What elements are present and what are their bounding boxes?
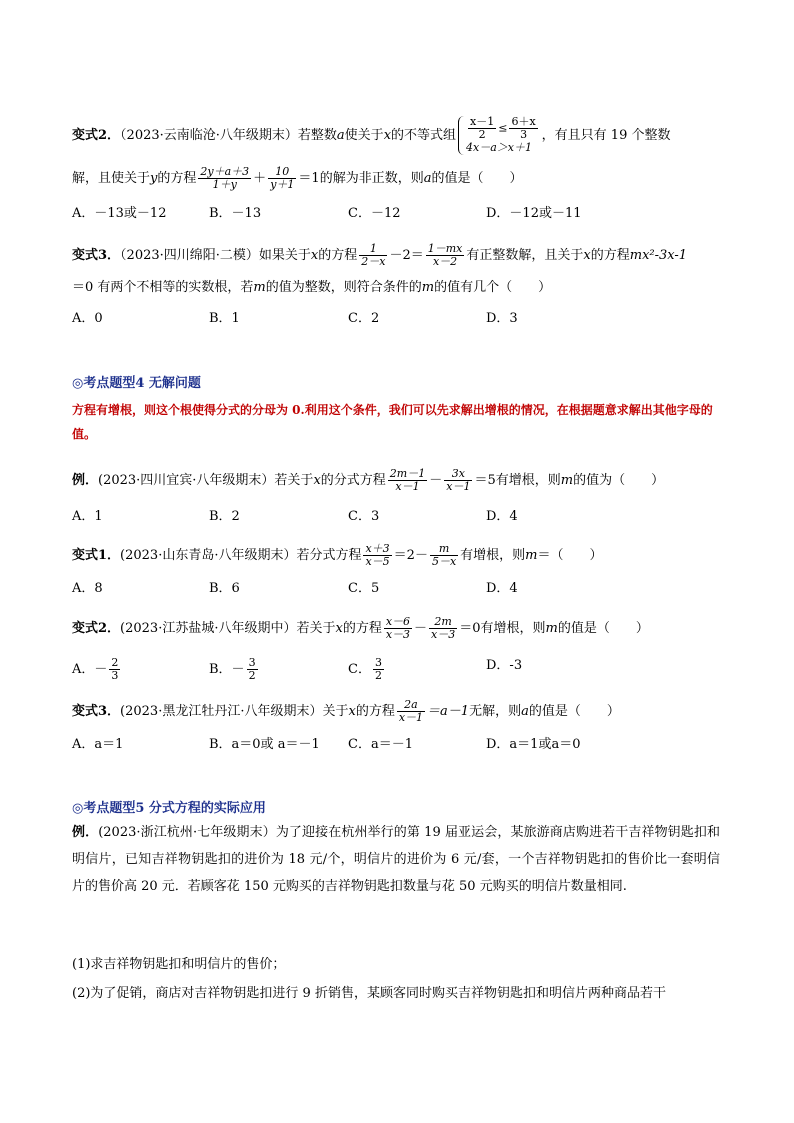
ex5-q2: (2)为了促销，商店对吉祥物钥匙扣进行 9 折销售，某顾客同时购买吉祥物钥匙扣和明信片两种商品若干 — [72, 986, 666, 1001]
v4-2-option-b-num: 3 — [248, 656, 256, 669]
v4-2-option-b-prefix: B．－ — [209, 662, 245, 677]
v4-1-option-a[interactable]: A．8 — [72, 581, 103, 596]
v3-f2-num: 1－mx — [427, 242, 463, 255]
v4-1-f2-num: m — [430, 543, 458, 556]
v4-3-var-a: a — [521, 704, 529, 719]
v4-1-text1: (2023·山东青岛·八年级期末）若分式方程 — [120, 548, 362, 563]
v3-option-d[interactable]: D．3 — [486, 311, 518, 326]
v4-1-f1-num: x＋3 — [365, 542, 390, 555]
v2-ineq1-lhs-den: 2 — [478, 128, 486, 141]
v4-3-text2: 的方程 — [355, 704, 395, 719]
v4-3-option-b[interactable]: B．a＝0或 a＝－1 — [209, 737, 320, 752]
v4-1-question — [72, 543, 603, 568]
v4-1-text2: 有增根，则 — [460, 548, 526, 563]
v4-2-f2-num: 2m — [429, 616, 457, 629]
v4-3-text3: 无解，则 — [469, 704, 522, 719]
v4-1-mid: ＝2－ — [393, 548, 428, 563]
v2-ineq1-op: ≤ — [498, 121, 508, 135]
v2-eq-f1-den: 1＋y — [212, 178, 237, 191]
ex4-option-c[interactable]: C．3 — [348, 509, 380, 524]
v4-1-label: 变式1． — [72, 548, 121, 563]
v2-question-line2 — [72, 166, 522, 191]
section4-hint: 方程有增根，则这个根使得分式的分母为 0.利用这个条件，我们可以先求解出增根的情况，在根据题意求解出其他字母的值。 — [72, 403, 713, 441]
v4-2-f1-den: x－3 — [385, 628, 411, 641]
v4-1-f2-den: 5－x — [431, 555, 457, 568]
v3-var-m2: m — [421, 280, 435, 295]
v4-3-f-num: 2a — [397, 699, 425, 712]
v3-option-c[interactable]: C．2 — [348, 311, 380, 326]
v2-ineq2: 4x－a＞x＋1 — [466, 141, 533, 154]
v3-question-line2 — [72, 279, 551, 297]
v3-text4: 的方程 — [590, 248, 630, 263]
ex4-rhs: ＝5 — [474, 473, 496, 488]
v2-ineq1-rhs-num: 6＋x — [511, 115, 536, 128]
v2-option-b[interactable]: B．－13 — [209, 206, 262, 221]
v4-2-var-m: m — [545, 621, 558, 636]
ex4-f1-den: x－1 — [395, 480, 420, 493]
v4-3-rhs: ＝a－1 — [427, 704, 470, 719]
v2-eq-f1-num: 2y＋a＋3 — [200, 165, 250, 178]
v4-2-question — [72, 616, 649, 641]
ex4-text1: (2023·四川宜宾·八年级期末）若关于 — [98, 473, 314, 488]
ex4-option-b[interactable]: B．2 — [209, 509, 240, 524]
v4-2-minus: － — [414, 621, 428, 636]
v3-mid: －2＝ — [389, 248, 424, 263]
v2-eq-f2-den: y＋1 — [270, 178, 295, 191]
v3-var-m: m — [253, 280, 266, 295]
section5-heading: ◎考点题型5 分式方程的实际应用 — [72, 801, 266, 816]
v2-eq-rhs: ＝1 — [298, 171, 320, 186]
v2-eq-plus: ＋ — [253, 171, 267, 186]
v4-1-option-c[interactable]: C．5 — [348, 581, 380, 596]
v4-1-f1-den: x－5 — [365, 555, 390, 568]
ex4-f2-den: x－1 — [446, 480, 471, 493]
v4-2-option-c[interactable] — [348, 657, 386, 682]
v2-ineq1-lhs-num: x－1 — [470, 115, 495, 128]
ex4-var-x: x — [313, 473, 321, 488]
v4-2-option-a-den: 3 — [111, 669, 119, 682]
v4-2-option-b-den: 2 — [248, 669, 256, 682]
v4-2-option-c-num: 3 — [374, 656, 382, 669]
v4-2-rhs: ＝0 — [459, 621, 481, 636]
v3-eq2: mx²-3x-1 — [629, 248, 688, 263]
ex5-q1: (1)求吉祥物钥匙扣和明信片的售价； — [72, 957, 286, 972]
v4-3-option-d[interactable]: D．a＝1或a＝0 — [486, 737, 581, 752]
v4-2-var-x: x — [335, 621, 343, 636]
v2-var-a: a — [336, 128, 345, 143]
v4-2-label: 变式2． — [72, 621, 121, 636]
v2-label: 变式2． — [72, 128, 121, 143]
v2-question-line1 — [72, 116, 670, 155]
ex4-option-d[interactable]: D．4 — [486, 509, 518, 524]
v2-line2a: 解，且使关于 — [72, 171, 151, 186]
ex5-label: 例． — [72, 825, 99, 840]
v4-3-text4: 的值是（ ） — [528, 704, 620, 719]
ex4-text2: 的分式方程 — [320, 473, 386, 488]
v2-text2: 使关于 — [344, 128, 384, 143]
v3-question-line1 — [72, 243, 687, 268]
v2-inequality-system — [458, 116, 540, 155]
v2-line2d: 的值是（ ） — [431, 171, 523, 186]
v4-2-text4: 的值是（ ） — [557, 621, 649, 636]
v2-eq-f2-num: 10 — [268, 166, 296, 179]
v2-option-d[interactable]: D．－12或－11 — [486, 206, 582, 221]
ex4-text3: 有增根，则 — [495, 473, 561, 488]
v4-2-text3: 有增根，则 — [480, 621, 546, 636]
v3-var-x: x — [310, 248, 319, 263]
v4-1-option-d[interactable]: D．4 — [486, 581, 518, 596]
v4-3-option-a[interactable]: A．a＝1 — [72, 737, 124, 752]
ex4-option-a[interactable]: A．1 — [72, 509, 103, 524]
v3-label: 变式3． — [72, 248, 121, 263]
v3-f1-den: 2－x — [361, 255, 386, 268]
v4-2-option-c-den: 2 — [374, 669, 382, 682]
v4-2-text1: (2023·江苏盐城·八年级期中）若关于 — [120, 621, 336, 636]
v3-f2-den: x－2 — [432, 255, 458, 268]
v4-2-option-c-prefix: C． — [348, 662, 371, 677]
v4-1-option-b[interactable]: B．6 — [209, 581, 240, 596]
v3-option-b[interactable]: B．1 — [209, 311, 240, 326]
v2-option-c[interactable]: C．－12 — [348, 206, 401, 221]
v4-3-question — [72, 699, 620, 724]
ex4-f2-num: 3x — [444, 468, 472, 481]
v4-1-text3: ＝（ ） — [537, 548, 603, 563]
v4-2-f2-den: x－3 — [431, 628, 456, 641]
v4-2-option-a-prefix: A．－ — [72, 662, 108, 677]
v4-2-option-a-num: 2 — [111, 656, 119, 669]
v4-2-option-d[interactable]: D．-3 — [486, 658, 523, 673]
v4-3-option-c[interactable]: C．a＝－1 — [348, 737, 413, 752]
v3-line2: ＝0 有两个不相等的实数根，若 — [72, 280, 254, 295]
v2-var-x: x — [383, 128, 392, 143]
v4-2-option-b[interactable] — [209, 657, 260, 682]
ex4-f1-num: 2m－1 — [389, 467, 426, 480]
v4-2-f1-num: x－6 — [385, 615, 411, 628]
v3-text1: （2023·四川绵阳·二模）如果关于 — [120, 248, 311, 263]
v3-line2b: 的值为整数，则符合条件的 — [265, 280, 422, 295]
section4-heading: ◎考点题型4 无解问题 — [72, 376, 201, 391]
v2-line2c: 的解为非正数，则 — [319, 171, 424, 186]
v2-text4: ，有且只有 19 个整数 — [541, 128, 671, 143]
v2-option-a[interactable]: A．－13或－12 — [72, 206, 167, 221]
v4-3-f-den: x－1 — [398, 711, 424, 724]
v3-f1-num: 1 — [359, 243, 387, 256]
v4-2-text2: 的方程 — [342, 621, 382, 636]
v3-line2c: 的值有几个（ ） — [434, 280, 552, 295]
v3-option-a[interactable]: A．0 — [72, 311, 103, 326]
v2-text3: 的不等式组 — [391, 128, 457, 143]
ex4-text4: 的值为（ ） — [573, 473, 665, 488]
v2-ineq1-rhs-den: 3 — [520, 128, 528, 141]
ex4-label: 例． — [72, 473, 99, 488]
ex4-var-m: m — [560, 473, 574, 488]
v3-text3: 有正整数解，且关于 — [466, 248, 584, 263]
v3-text2: 的方程 — [318, 248, 358, 263]
v4-1-var-m: m — [525, 548, 538, 563]
v2-var-y: y — [150, 171, 158, 186]
ex5-body-text: (2023·浙江杭州·七年级期末）为了迎接在杭州举行的第 19 届亚运会，某旅游商店购进若干吉祥物钥匙扣和明信片，已知吉祥物钥匙扣的进价为 18 元/个，明信片的进价为 6 元/套，一个吉祥物钥匙扣的售价比一套明信片的售价高 20 元．若顾客花 150 元购买的吉祥物钥匙扣数量与花 50 元购买的明信片数量相同. — [72, 825, 720, 894]
v2-var-a2: a — [423, 171, 432, 186]
ex4-minus: － — [429, 473, 443, 488]
v2-line2b: 的方程 — [157, 171, 197, 186]
v4-3-label: 变式3． — [72, 704, 121, 719]
v4-2-option-a[interactable] — [72, 657, 122, 682]
v4-3-var-x: x — [348, 704, 356, 719]
ex4-question — [72, 468, 664, 493]
v4-3-text1: (2023·黑龙江牡丹江·八年级期末）关于 — [120, 704, 349, 719]
v3-var-x2: x — [583, 248, 591, 263]
v2-text1: （2023·云南临沧·八年级期末）若整数 — [120, 128, 337, 143]
ex5-body — [72, 819, 720, 900]
